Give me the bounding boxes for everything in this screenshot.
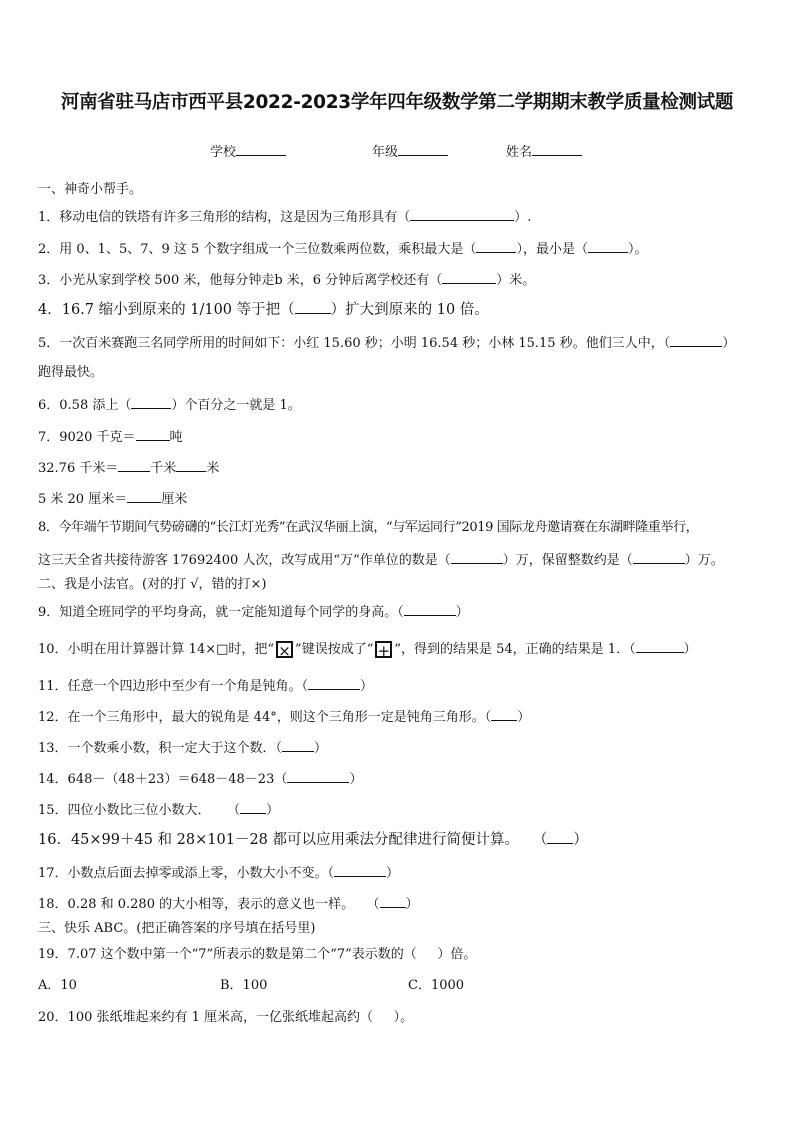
option-b[interactable]: B．100 [220, 978, 268, 993]
question-text: 15．四位小数比三位小数大． （ [38, 803, 241, 818]
answer-blank[interactable] [451, 551, 503, 564]
option-a[interactable]: A．10 [38, 978, 77, 993]
question-12 [38, 708, 530, 726]
question-text: ）个百分之一就是 1。 [171, 398, 301, 413]
question-text: 米 [206, 461, 220, 476]
question-text: 14．648－（48＋23）＝648－48－23（ [38, 772, 288, 787]
answer-blank[interactable] [176, 459, 206, 472]
question-text: ”键误按成了“ [295, 642, 374, 657]
question-text: ） [314, 741, 328, 756]
question-text: 5．一次百米赛跑三名同学所用的时间如下：小红 15.60 秒；小明 16.54 秒；小林 15.15 秒。他们三人中，（ [38, 336, 671, 351]
question-9 [38, 603, 469, 621]
question-text: 5 米 20 厘米＝ [38, 492, 128, 507]
question-text: 13．一个数乘小数，积一定大于这个数．（ [38, 741, 283, 756]
answer-blank[interactable] [670, 334, 722, 347]
page-title: 河南省驻马店市西平县2022-2023学年四年级数学第二学期期末教学质量检测试题 [60, 92, 734, 113]
answer-blank[interactable] [282, 739, 314, 752]
question-text: 2．用 0、1、5、7、9 这 5 个数字组成一个三位数乘两位数，乘积最大是（ [38, 242, 477, 257]
question-text: 6．0.58 添上（ [38, 398, 132, 413]
question-text: ） [517, 710, 531, 725]
answer-blank[interactable] [588, 240, 628, 253]
question-text: ） [349, 772, 363, 787]
question-text: ） [405, 897, 419, 912]
section-heading-3: 三、快乐 ABC。(把正确答案的序号填在括号里) [38, 921, 316, 936]
question-text: 10．小明在用计算器计算 14×□时，把“ [38, 642, 275, 657]
question-5 [38, 334, 735, 352]
question-text: ） [722, 336, 736, 351]
question-text: ）万，保留整数约是（ [502, 553, 633, 568]
grade-label: 年级 [372, 145, 399, 160]
question-11 [38, 677, 373, 695]
name-blank[interactable] [532, 142, 582, 156]
question-13 [38, 739, 327, 757]
answer-blank[interactable] [127, 490, 161, 503]
question-text: 厘米 [161, 492, 188, 507]
question-text: 16．45×99＋45 和 28×101－28 都可以应用乘法分配律进行简便计算。 （ [38, 832, 548, 848]
question-5-cont: 跑得最快。 [38, 365, 104, 380]
question-7c [38, 490, 187, 508]
question-14 [38, 770, 362, 788]
question-19: 19．7.07 这个数中第一个“7”所表示的数是第二个“7”表示数的（ ）倍。 [38, 947, 477, 962]
answer-blank[interactable] [118, 459, 150, 472]
question-15 [38, 801, 279, 819]
question-text: 千米 [150, 461, 177, 476]
answer-blank[interactable] [334, 864, 386, 877]
question-text: ） [266, 803, 280, 818]
question-text: ）万。 [684, 553, 724, 568]
answer-blank[interactable] [131, 396, 171, 409]
answer-blank[interactable] [287, 770, 349, 783]
question-20: 20．100 张纸堆起来约有 1 厘米高，一亿张纸堆起高约（ ）。 [38, 1010, 414, 1025]
plus-key-icon: + [375, 641, 392, 658]
question-text: 18．0.28 和 0.280 的大小相等，表示的意义也一样。 （ [38, 897, 380, 912]
question-text: ） [455, 605, 469, 620]
question-text: ） [683, 642, 697, 657]
school-label: 学校 [210, 145, 237, 160]
answer-blank[interactable] [476, 240, 516, 253]
answer-blank[interactable] [295, 301, 331, 314]
option-c[interactable]: C．1000 [408, 978, 465, 993]
question-text: 4．16.7 缩小到原来的 1/100 等于把（ [38, 302, 295, 318]
question-1 [38, 208, 531, 226]
question-text: ”，得到的结果是 54，正确的结果是 1．（ [394, 642, 636, 657]
answer-blank[interactable] [240, 801, 266, 814]
question-8: 8．今年端午节期间气势磅礴的“长江灯光秀”在武汉华丽上演，“与军运同行”2019 国际龙舟邀请赛在东湖畔隆重举行， [38, 520, 699, 535]
answer-blank[interactable] [380, 895, 406, 908]
question-text: 这三天全省共接待游客 17692400 人次，改写成用“万”作单位的数是（ [38, 553, 451, 568]
school-field[interactable] [210, 141, 286, 160]
question-8-cont [38, 551, 724, 569]
answer-blank[interactable] [547, 831, 573, 844]
question-text: ）。 [627, 242, 648, 257]
question-text: ） [573, 832, 588, 848]
question-4 [38, 301, 489, 318]
answer-blank[interactable] [442, 271, 496, 284]
school-blank[interactable] [236, 142, 286, 156]
question-10 [38, 640, 697, 658]
question-text: 12．在一个三角形中，最大的锐角是 44°，则这个三角形一定是钝角三角形。（ [38, 710, 492, 725]
question-16 [38, 831, 588, 848]
question-text: 32.76 千米＝ [38, 461, 119, 476]
question-text: ），最小是（ [516, 242, 588, 257]
grade-blank[interactable] [398, 142, 448, 156]
section-heading-2: 二、我是小法官。(对的打 √，错的打×) [38, 577, 267, 592]
question-text: ）. [514, 210, 532, 225]
question-3 [38, 271, 535, 289]
question-2 [38, 240, 647, 258]
answer-blank[interactable] [308, 677, 360, 690]
question-6 [38, 396, 301, 414]
answer-blank[interactable] [410, 208, 514, 221]
question-text: ）扩大到原来的 10 倍。 [330, 302, 489, 318]
question-17 [38, 864, 399, 882]
name-field[interactable] [506, 141, 582, 160]
answer-blank[interactable] [633, 551, 685, 564]
question-text: 17．小数点后面去掉零或添上零，小数大小不变。（ [38, 866, 335, 881]
answer-blank[interactable] [404, 603, 456, 616]
question-text: 7．9020 千克＝ [38, 430, 136, 445]
answer-blank[interactable] [636, 640, 684, 653]
section-heading-1: 一、神奇小帮手。 [38, 182, 143, 197]
question-text: ） [386, 866, 400, 881]
grade-field[interactable] [372, 141, 448, 160]
question-7b [38, 459, 219, 477]
question-text: 9．知道全班同学的平均身高，就一定能知道每个同学的身高。（ [38, 605, 404, 620]
question-text: ）米。 [496, 273, 536, 288]
name-label: 姓名 [506, 145, 533, 160]
question-text: 11．任意一个四边形中至少有一个角是钝角。（ [38, 679, 309, 694]
answer-blank[interactable] [491, 708, 517, 721]
question-text: 1．移动电信的铁塔有许多三角形的结构，这是因为三角形具有（ [38, 210, 411, 225]
answer-blank[interactable] [136, 428, 170, 441]
multiply-key-icon: × [276, 641, 293, 658]
question-18 [38, 895, 419, 913]
question-text: 吨 [169, 430, 183, 445]
question-text: 3．小光从家到学校 500 米，他每分钟走b 米，6 分钟后离学校还有（ [38, 273, 443, 288]
question-7 [38, 428, 183, 446]
question-text: ） [360, 679, 374, 694]
